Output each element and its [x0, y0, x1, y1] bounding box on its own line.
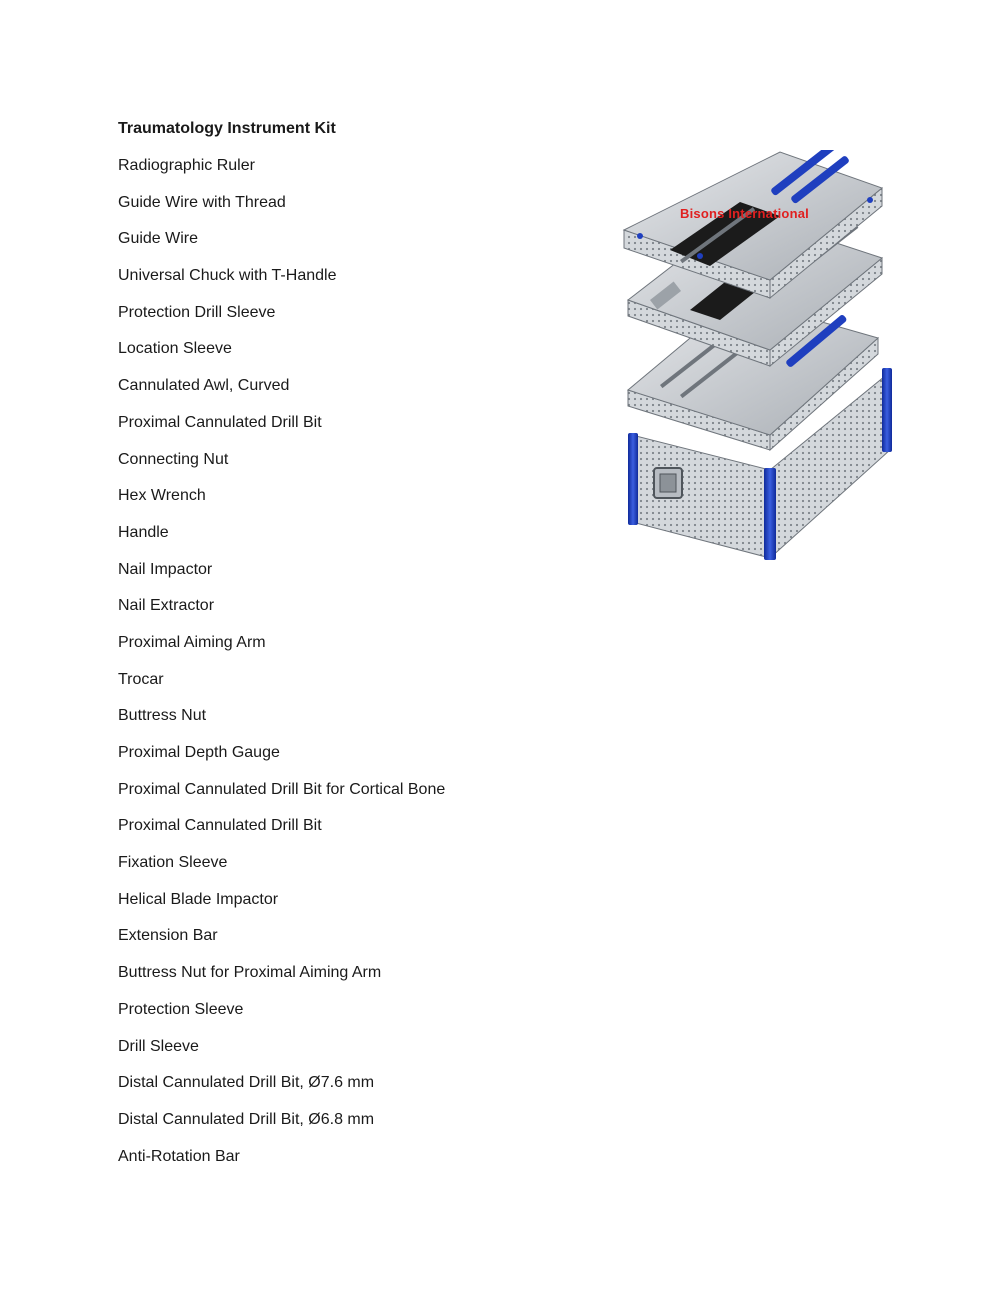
instrument-list-item: Nail Impactor — [118, 560, 213, 578]
document-title: Traumatology Instrument Kit — [118, 120, 336, 137]
instrument-list-item: Location Sleeve — [118, 340, 232, 358]
instrument-list — [118, 156, 445, 1183]
instrument-list-item: Universal Chuck with T-Handle — [118, 267, 337, 285]
instrument-list-item: Anti-Rotation Bar — [118, 1147, 240, 1165]
instrument-list-item: Proximal Depth Gauge — [118, 744, 280, 761]
instrument-list-item: Distal Cannulated Drill Bit, Ø7.6 mm — [118, 1074, 375, 1092]
instrument-list-item: Cannulated Awl, Curved — [118, 377, 290, 395]
instrument-list-item: Radiographic Ruler — [118, 157, 255, 174]
instrument-list-item: Guide Wire — [118, 230, 199, 248]
instrument-list-item: Fixation Sleeve — [118, 854, 228, 872]
instrument-list-item: Drill Sleeve — [118, 1037, 199, 1055]
instrument-list-item: Extension Bar — [118, 927, 218, 945]
instrument-list-item: Proximal Cannulated Drill Bit — [118, 413, 322, 431]
instrument-list-item: Handle — [118, 523, 169, 541]
instrument-list-item: Distal Cannulated Drill Bit, Ø6.8 mm — [118, 1110, 375, 1128]
watermark-text: Bisons International — [680, 206, 809, 221]
instrument-list-item: Trocar — [118, 670, 164, 688]
instrument-list-item: Hex Wrench — [118, 487, 206, 505]
instrument-tray-image — [620, 150, 895, 560]
instrument-list-item: Guide Wire with Thread — [118, 193, 286, 211]
instrument-list-item: Protection Sleeve — [118, 1000, 244, 1018]
instrument-list-item: Buttress Nut for Proximal Aiming Arm — [118, 964, 382, 982]
instrument-list-item: Proximal Cannulated Drill Bit — [118, 817, 322, 835]
instrument-list-item: Proximal Aiming Arm — [118, 633, 266, 651]
instrument-list-item: Protection Drill Sleeve — [118, 303, 276, 321]
instrument-list-item: Proximal Cannulated Drill Bit for Cortical Bone — [118, 780, 446, 798]
instrument-list-item: Nail Extractor — [118, 597, 215, 615]
instrument-list-item: Helical Blade Impactor — [118, 890, 279, 908]
instrument-list-item: Buttress Nut — [118, 707, 207, 725]
instrument-list-item: Connecting Nut — [118, 450, 229, 468]
